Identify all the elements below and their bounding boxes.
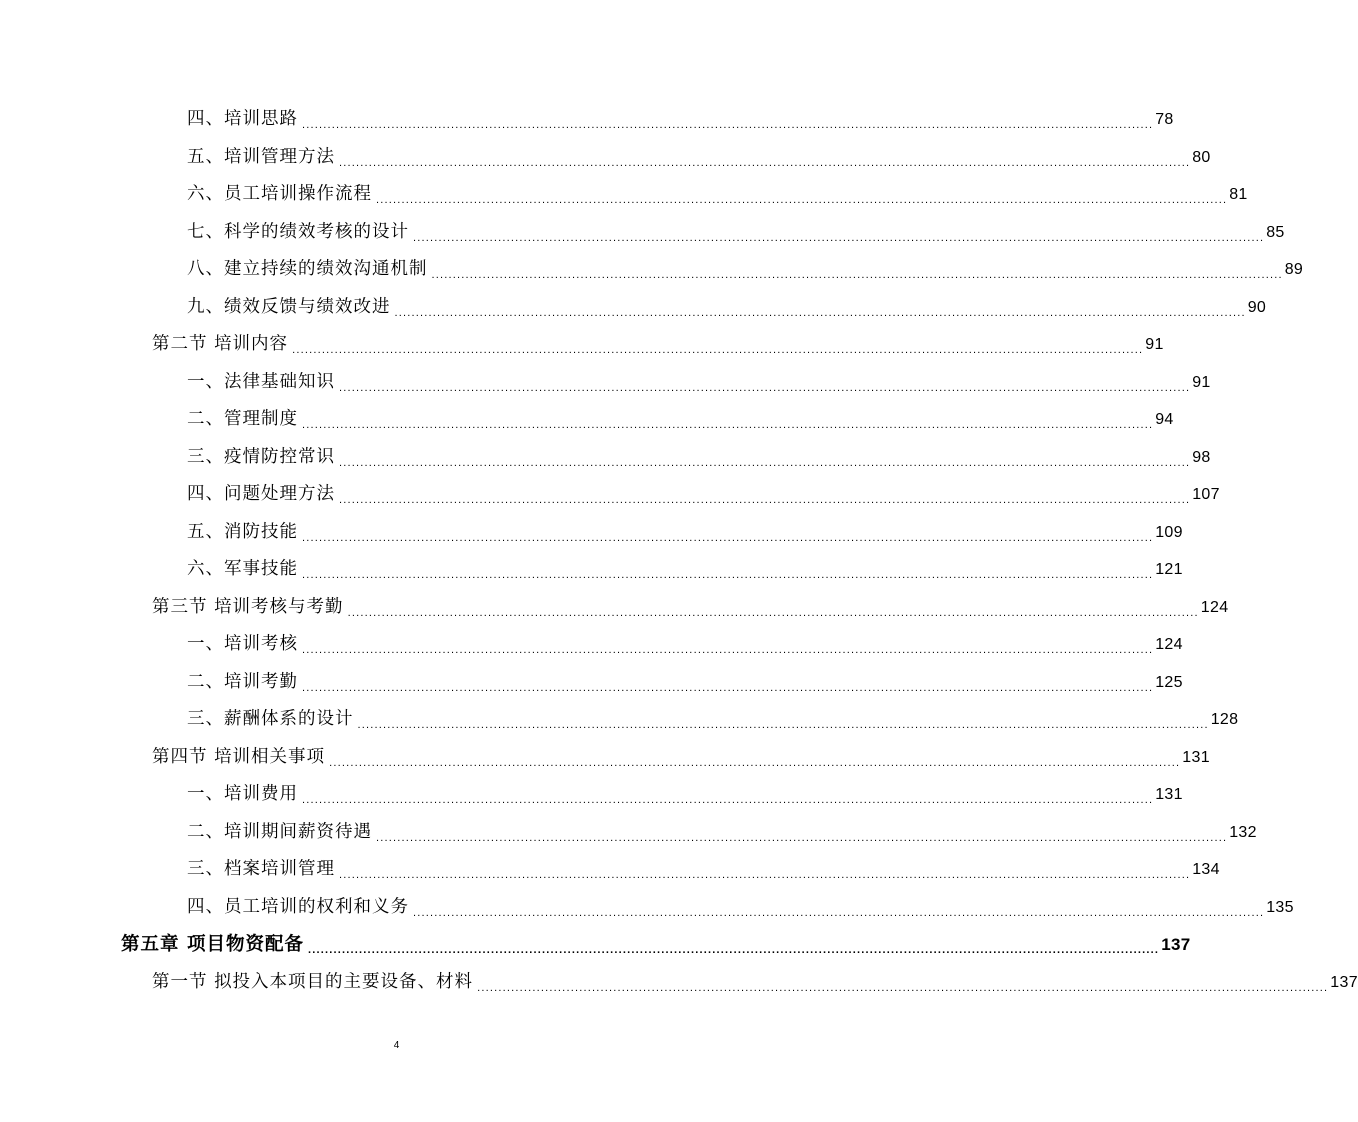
toc-leader-dots: ........................................................................................................................................................................................................ bbox=[329, 756, 1181, 769]
toc-entry-page-number: 124 bbox=[1155, 636, 1183, 653]
toc-leader-dots: ........................................................................................................................................................................................................ bbox=[413, 906, 1265, 919]
toc-leader-dots: ........................................................................................................................................................................................................ bbox=[302, 119, 1154, 131]
toc-entry-page-number: 128 bbox=[1210, 711, 1239, 728]
toc-entry-item[interactable] bbox=[187, 514, 1183, 551]
toc-entry-title: 四、培训思路 bbox=[187, 109, 298, 129]
toc-leader-dots: ........................................................................................................................................................................................................ bbox=[376, 194, 1228, 206]
toc-entry-title: 二、管理制度 bbox=[187, 409, 298, 429]
toc-entry-page-number: 131 bbox=[1155, 786, 1183, 803]
toc-entry-item[interactable] bbox=[187, 814, 1257, 851]
toc-entry-item[interactable] bbox=[187, 851, 1220, 888]
toc-entry-page-number: 135 bbox=[1266, 898, 1294, 916]
toc-entry-page-number: 85 bbox=[1266, 223, 1285, 241]
toc-leader-dots: ........................................................................................................................................................................................................ bbox=[302, 419, 1154, 431]
toc-entry-title: 六、员工培训操作流程 bbox=[187, 184, 372, 204]
toc-entry-page-number: 80 bbox=[1192, 148, 1211, 166]
toc-leader-dots: ........................................................................................................................................................................................................ bbox=[413, 231, 1265, 244]
toc-entry-page-number: 78 bbox=[1155, 111, 1174, 128]
toc-entry-title: 四、员工培训的权利和义务 bbox=[187, 896, 409, 917]
toc-entry-page-number: 137 bbox=[1330, 973, 1358, 991]
toc-entry-item[interactable] bbox=[187, 176, 1248, 213]
toc-entry-item[interactable] bbox=[187, 626, 1183, 663]
toc-entry-item[interactable] bbox=[187, 664, 1183, 701]
toc-leader-dots: ........................................................................................................................................................................................................ bbox=[357, 719, 1209, 731]
toc-leader-dots: ........................................................................................................................................................................................................ bbox=[307, 944, 1160, 956]
toc-entry-item[interactable] bbox=[187, 401, 1174, 438]
toc-entry-page-number: 90 bbox=[1247, 298, 1267, 316]
toc-leader-dots: ........................................................................................................................................................................................................ bbox=[302, 531, 1154, 544]
toc-entry-title: 五、消防技能 bbox=[187, 521, 298, 542]
toc-entry-title: 七、科学的绩效考核的设计 bbox=[187, 221, 409, 242]
toc-entry-title: 二、培训期间薪资待遇 bbox=[187, 821, 372, 842]
toc-entry-title: 第三节 培训考核与考勤 bbox=[152, 596, 344, 617]
toc-entry-title: 一、法律基础知识 bbox=[187, 371, 335, 392]
toc-entry-page-number: 131 bbox=[1182, 748, 1210, 766]
toc-entry-page-number: 91 bbox=[1145, 336, 1164, 353]
toc-entry-page-number: 125 bbox=[1155, 673, 1183, 691]
toc-entry-section[interactable] bbox=[152, 739, 1210, 776]
toc-entry-title: 五、培训管理方法 bbox=[187, 146, 335, 167]
toc-leader-dots: ........................................................................................................................................................................................................ bbox=[477, 981, 1329, 994]
toc-entry-item[interactable] bbox=[187, 701, 1239, 738]
toc-entry-chapter[interactable] bbox=[121, 926, 1191, 963]
toc-entry-item[interactable] bbox=[187, 776, 1183, 813]
toc-leader-dots: ........................................................................................................................................................................................................ bbox=[292, 344, 1144, 356]
toc-leader-dots: ........................................................................................................................................................................................................ bbox=[339, 156, 1191, 169]
toc-entry-page-number: 91 bbox=[1192, 373, 1211, 391]
toc-entry-page-number: 124 bbox=[1200, 598, 1229, 616]
toc-entry-item[interactable] bbox=[187, 364, 1211, 401]
toc-entry-title: 第四节 培训相关事项 bbox=[152, 746, 326, 767]
toc-entry-item[interactable] bbox=[187, 289, 1267, 326]
toc-entry-item[interactable] bbox=[187, 101, 1174, 138]
toc-leader-dots: ........................................................................................................................................................................................................ bbox=[302, 569, 1154, 581]
toc-entry-item[interactable] bbox=[187, 139, 1211, 176]
toc-entry-section[interactable] bbox=[152, 326, 1164, 363]
toc-entry-page-number: 137 bbox=[1161, 935, 1191, 954]
toc-entry-page-number: 94 bbox=[1155, 411, 1174, 428]
toc-leader-dots: ........................................................................................................................................................................................................ bbox=[302, 794, 1154, 806]
toc-entry-page-number: 89 bbox=[1284, 261, 1304, 278]
toc-entry-page-number: 107 bbox=[1192, 486, 1220, 503]
toc-entry-item[interactable] bbox=[187, 214, 1285, 251]
toc-entry-title: 六、军事技能 bbox=[187, 559, 298, 579]
toc-entry-page-number: 134 bbox=[1192, 861, 1220, 878]
toc-leader-dots: ........................................................................................................................................................................................................ bbox=[302, 644, 1154, 656]
toc-entry-page-number: 132 bbox=[1229, 823, 1257, 841]
toc-leader-dots: ........................................................................................................................................................................................................ bbox=[347, 606, 1199, 619]
toc-leader-dots: ........................................................................................................................................................................................................ bbox=[376, 831, 1228, 844]
toc-entry-item[interactable] bbox=[187, 551, 1183, 588]
toc-entry-item[interactable] bbox=[187, 889, 1294, 926]
toc-entry-title: 四、问题处理方法 bbox=[187, 484, 335, 504]
page-number: 4 bbox=[393, 1040, 400, 1051]
toc-entry-title: 一、培训费用 bbox=[187, 784, 298, 804]
toc-leader-dots: ........................................................................................................................................................................................................ bbox=[339, 494, 1191, 506]
toc-entry-title: 三、档案培训管理 bbox=[187, 859, 335, 879]
toc-entry-page-number: 109 bbox=[1155, 523, 1183, 541]
toc-entry-title: 三、薪酬体系的设计 bbox=[187, 709, 354, 729]
toc-entry-page-number: 81 bbox=[1229, 186, 1248, 203]
toc-entry-page-number: 98 bbox=[1192, 448, 1211, 466]
toc-leader-dots: ........................................................................................................................................................................................................ bbox=[302, 681, 1154, 694]
toc-leader-dots: ........................................................................................................................................................................................................ bbox=[339, 869, 1191, 881]
toc-entry-title: 第五章 项目物资配备 bbox=[121, 934, 304, 955]
toc-entry-item[interactable] bbox=[187, 476, 1220, 513]
toc-entry-title: 一、培训考核 bbox=[187, 634, 298, 654]
toc-leader-dots: ........................................................................................................................................................................................................ bbox=[339, 381, 1191, 394]
toc-leader-dots: ........................................................................................................................................................................................................ bbox=[431, 269, 1283, 281]
toc-entry-title: 二、培训考勤 bbox=[187, 671, 298, 692]
toc-entry-title: 八、建立持续的绩效沟通机制 bbox=[187, 259, 428, 279]
toc-leader-dots: ........................................................................................................................................................................................................ bbox=[394, 306, 1246, 319]
toc-leader-dots: ........................................................................................................................................................................................................ bbox=[339, 456, 1191, 469]
toc-entry-section[interactable] bbox=[152, 589, 1229, 626]
toc-entry-page-number: 121 bbox=[1155, 561, 1183, 578]
toc-entry-section[interactable] bbox=[152, 964, 1358, 1001]
toc-entry-title: 第一节 拟投入本项目的主要设备、材料 bbox=[152, 971, 474, 992]
toc-entry-item[interactable] bbox=[187, 439, 1211, 476]
toc-entry-title: 第二节 培训内容 bbox=[152, 334, 289, 354]
toc-entry-item[interactable] bbox=[187, 251, 1304, 288]
toc-entry-title: 三、疫情防控常识 bbox=[187, 446, 335, 467]
toc-entry-title: 九、绩效反馈与绩效改进 bbox=[187, 296, 391, 317]
